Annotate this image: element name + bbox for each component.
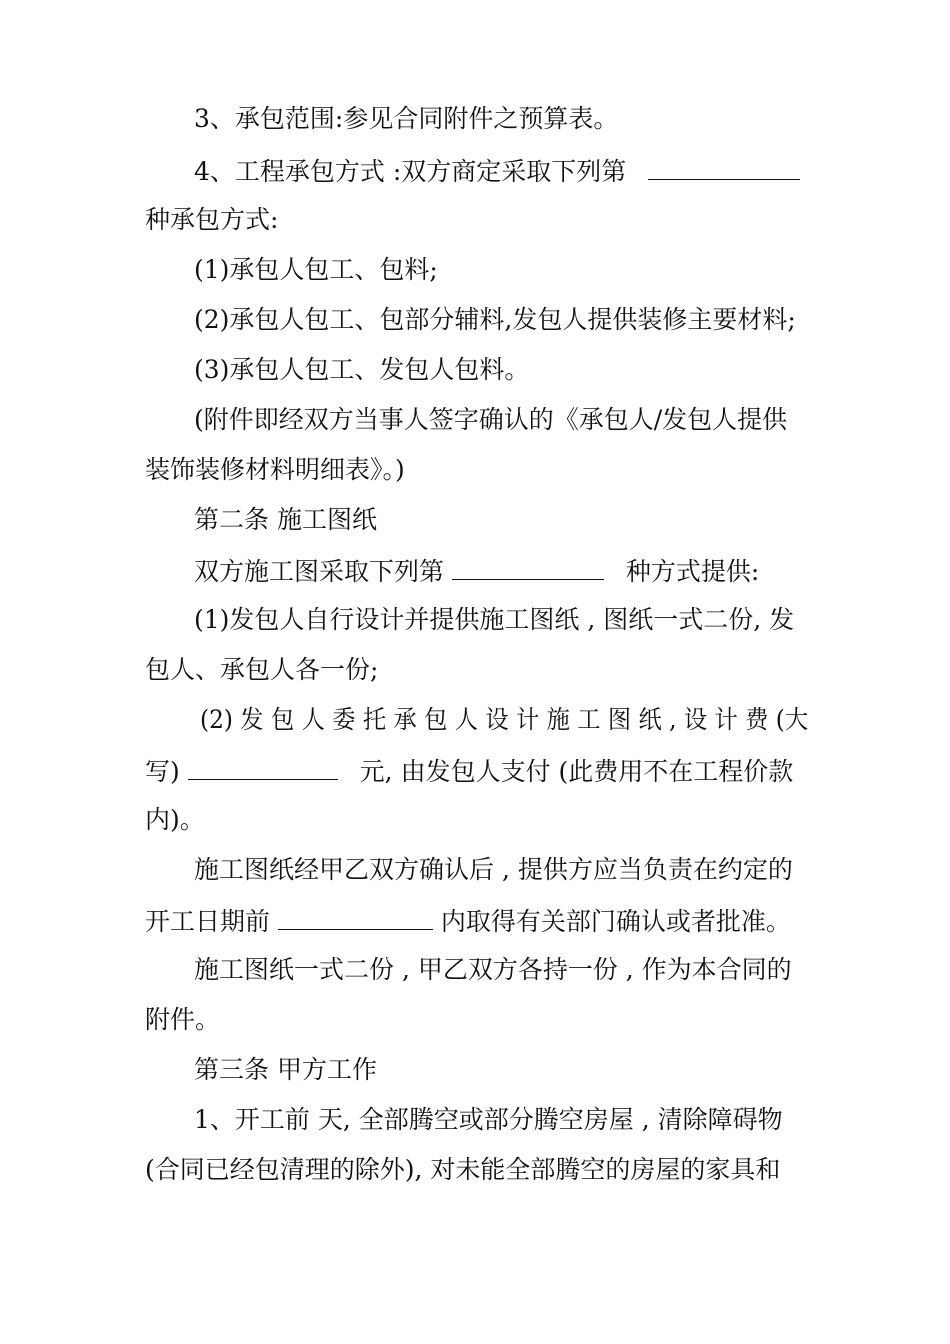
fill-in-blank [188,753,338,780]
clause-line: 3、承包范围:参见合同附件之预算表。 [194,104,619,133]
clause-line: (3)承包人包工、发包人包料。 [194,355,530,384]
clause-line: 包人、承包人各一份; [145,655,379,684]
clause-line: 装饰装修材料明细表》。) [145,455,405,484]
clause-line: 施工图纸一式二份 , 甲乙双方各持一份 , 作为本合同的 [194,955,792,984]
fill-in-blank [648,153,800,180]
clause-line: 种承包方式: [145,205,279,234]
clause-line: 内)。 [145,805,205,834]
clause-line [145,753,793,789]
clause-line: 施工图纸经甲乙双方确认后 , 提供方应当负责在约定的 [194,855,793,884]
clause-line [194,553,759,589]
clause-line: (1)发包人自行设计并提供施工图纸 , 图纸一式二份, 发 [194,605,795,634]
fill-in-blank [278,903,433,930]
clause-line: (2) 发 包 人 委 托 承 包 人 设 计 施 工 图 纸 , 设 计 费 (大 [200,705,809,734]
clause-line: 1、开工前 天, 全部腾空或部分腾空房屋 , 清除障碍物 [194,1105,783,1134]
fill-in-blank [452,553,604,580]
clause-text: 双方施工图采取下列第 [194,557,445,586]
clause-line [194,153,800,189]
clause-text: 内取得有关部门确认或者批准。 [440,907,791,936]
clause-line: (合同已经包清理的除外), 对未能全部腾空的房屋的家具和 [145,1155,781,1184]
section-heading: 第二条 施工图纸 [194,505,377,534]
clause-text: 4、工程承包方式 :双方商定采取下列第 [194,157,627,186]
clause-line [145,903,791,939]
clause-line: (附件即经双方当事人签字确认的《承包人/发包人提供 [194,405,788,434]
clause-text: 元, 由发包人支付 (此费用不在工程价款 [359,757,794,786]
clause-text: 开工日期前 [145,907,271,936]
section-heading: 第三条 甲方工作 [194,1055,377,1084]
clause-line: 附件。 [145,1005,221,1034]
clause-text: 写) [145,757,180,786]
clause-line: (1)承包人包工、包料; [194,255,438,284]
clause-line: (2)承包人包工、包部分辅料,发包人提供装修主要材料; [194,305,796,334]
clause-text: 种方式提供: [625,557,760,586]
